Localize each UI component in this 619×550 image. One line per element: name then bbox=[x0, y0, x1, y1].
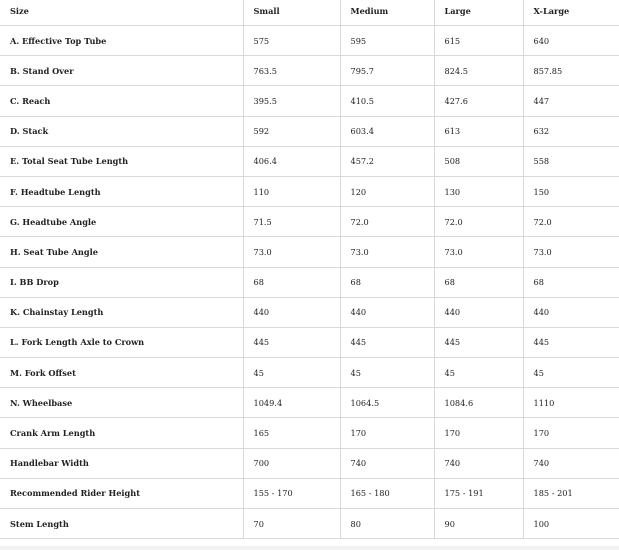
table-cell: 130 bbox=[434, 176, 523, 206]
table-cell: 100 bbox=[523, 509, 619, 539]
table-cell: 73.0 bbox=[523, 237, 619, 267]
table-cell: 795.7 bbox=[340, 56, 434, 86]
table-cell: 73.0 bbox=[340, 237, 434, 267]
header-large: Large bbox=[434, 0, 523, 26]
table-cell: 440 bbox=[340, 297, 434, 327]
table-cell: 45 bbox=[434, 358, 523, 388]
table-row bbox=[0, 237, 619, 267]
table-cell: 73.0 bbox=[434, 237, 523, 267]
table-cell: 445 bbox=[243, 327, 340, 357]
row-label: B. Stand Over bbox=[0, 56, 243, 86]
table-cell: 72.0 bbox=[434, 207, 523, 237]
table-cell: 824.5 bbox=[434, 56, 523, 86]
table-row bbox=[0, 26, 619, 56]
table-cell: 603.4 bbox=[340, 116, 434, 146]
header-x-large: X-Large bbox=[523, 0, 619, 26]
row-label: C. Reach bbox=[0, 86, 243, 116]
table-cell: 175 - 191 bbox=[434, 478, 523, 508]
table-body bbox=[0, 26, 619, 539]
row-label: K. Chainstay Length bbox=[0, 297, 243, 327]
table-cell: 165 bbox=[243, 418, 340, 448]
table-cell: 71.5 bbox=[243, 207, 340, 237]
table-cell: 45 bbox=[340, 358, 434, 388]
table-cell: 1064.5 bbox=[340, 388, 434, 418]
row-label: H. Seat Tube Angle bbox=[0, 237, 243, 267]
table-cell: 73.0 bbox=[243, 237, 340, 267]
table-row bbox=[0, 327, 619, 357]
table-cell: 558 bbox=[523, 146, 619, 176]
table-cell: 445 bbox=[434, 327, 523, 357]
row-label: G. Headtube Angle bbox=[0, 207, 243, 237]
row-label: L. Fork Length Axle to Crown bbox=[0, 327, 243, 357]
table-cell: 575 bbox=[243, 26, 340, 56]
row-label: A. Effective Top Tube bbox=[0, 26, 243, 56]
table-cell: 170 bbox=[340, 418, 434, 448]
row-label: N. Wheelbase bbox=[0, 388, 243, 418]
table-cell: 613 bbox=[434, 116, 523, 146]
table-cell: 150 bbox=[523, 176, 619, 206]
table-cell: 857.85 bbox=[523, 56, 619, 86]
table-cell: 740 bbox=[434, 448, 523, 478]
table-cell: 406.4 bbox=[243, 146, 340, 176]
table-row bbox=[0, 388, 619, 418]
table-cell: 632 bbox=[523, 116, 619, 146]
table-cell: 68 bbox=[434, 267, 523, 297]
table-cell: 763.5 bbox=[243, 56, 340, 86]
table-cell: 592 bbox=[243, 116, 340, 146]
table-row bbox=[0, 297, 619, 327]
table-cell: 1110 bbox=[523, 388, 619, 418]
table-cell: 395.5 bbox=[243, 86, 340, 116]
table-cell: 615 bbox=[434, 26, 523, 56]
row-label: I. BB Drop bbox=[0, 267, 243, 297]
header-medium: Medium bbox=[340, 0, 434, 26]
table-cell: 447 bbox=[523, 86, 619, 116]
table-cell: 72.0 bbox=[340, 207, 434, 237]
table-cell: 155 - 170 bbox=[243, 478, 340, 508]
table-cell: 68 bbox=[340, 267, 434, 297]
table-header-row bbox=[0, 0, 619, 26]
table-cell: 445 bbox=[340, 327, 434, 357]
table-cell: 90 bbox=[434, 509, 523, 539]
row-label: Handlebar Width bbox=[0, 448, 243, 478]
table-cell: 110 bbox=[243, 176, 340, 206]
row-label: Recommended Rider Height bbox=[0, 478, 243, 508]
table-cell: 640 bbox=[523, 26, 619, 56]
table-cell: 185 - 201 bbox=[523, 478, 619, 508]
table-row bbox=[0, 86, 619, 116]
table-cell: 1084.6 bbox=[434, 388, 523, 418]
table-cell: 445 bbox=[523, 327, 619, 357]
table-cell: 457.2 bbox=[340, 146, 434, 176]
table-cell: 427.6 bbox=[434, 86, 523, 116]
row-label: D. Stack bbox=[0, 116, 243, 146]
row-label: F. Headtube Length bbox=[0, 176, 243, 206]
table-row bbox=[0, 478, 619, 508]
table-cell: 740 bbox=[523, 448, 619, 478]
row-label: E. Total Seat Tube Length bbox=[0, 146, 243, 176]
table-cell: 440 bbox=[434, 297, 523, 327]
table-cell: 45 bbox=[243, 358, 340, 388]
table-cell: 440 bbox=[523, 297, 619, 327]
table-cell: 595 bbox=[340, 26, 434, 56]
row-label: M. Fork Offset bbox=[0, 358, 243, 388]
table-cell: 45 bbox=[523, 358, 619, 388]
table-row bbox=[0, 509, 619, 539]
footer-divider bbox=[0, 546, 619, 550]
table-cell: 165 - 180 bbox=[340, 478, 434, 508]
table-cell: 68 bbox=[523, 267, 619, 297]
table-row bbox=[0, 146, 619, 176]
row-label: Stem Length bbox=[0, 509, 243, 539]
table-row bbox=[0, 207, 619, 237]
table-cell: 70 bbox=[243, 509, 340, 539]
table-cell: 120 bbox=[340, 176, 434, 206]
table-row bbox=[0, 116, 619, 146]
table-cell: 740 bbox=[340, 448, 434, 478]
table-cell: 440 bbox=[243, 297, 340, 327]
table-row bbox=[0, 56, 619, 86]
header-size: Size bbox=[0, 0, 243, 26]
table-row bbox=[0, 176, 619, 206]
table-cell: 508 bbox=[434, 146, 523, 176]
table-cell: 700 bbox=[243, 448, 340, 478]
table-row bbox=[0, 448, 619, 478]
table-row bbox=[0, 267, 619, 297]
table-row bbox=[0, 418, 619, 448]
table-cell: 80 bbox=[340, 509, 434, 539]
table-cell: 72.0 bbox=[523, 207, 619, 237]
table-cell: 410.5 bbox=[340, 86, 434, 116]
header-small: Small bbox=[243, 0, 340, 26]
table-cell: 1049.4 bbox=[243, 388, 340, 418]
table-row bbox=[0, 358, 619, 388]
table-cell: 170 bbox=[434, 418, 523, 448]
row-label: Crank Arm Length bbox=[0, 418, 243, 448]
table-cell: 170 bbox=[523, 418, 619, 448]
table-cell: 68 bbox=[243, 267, 340, 297]
